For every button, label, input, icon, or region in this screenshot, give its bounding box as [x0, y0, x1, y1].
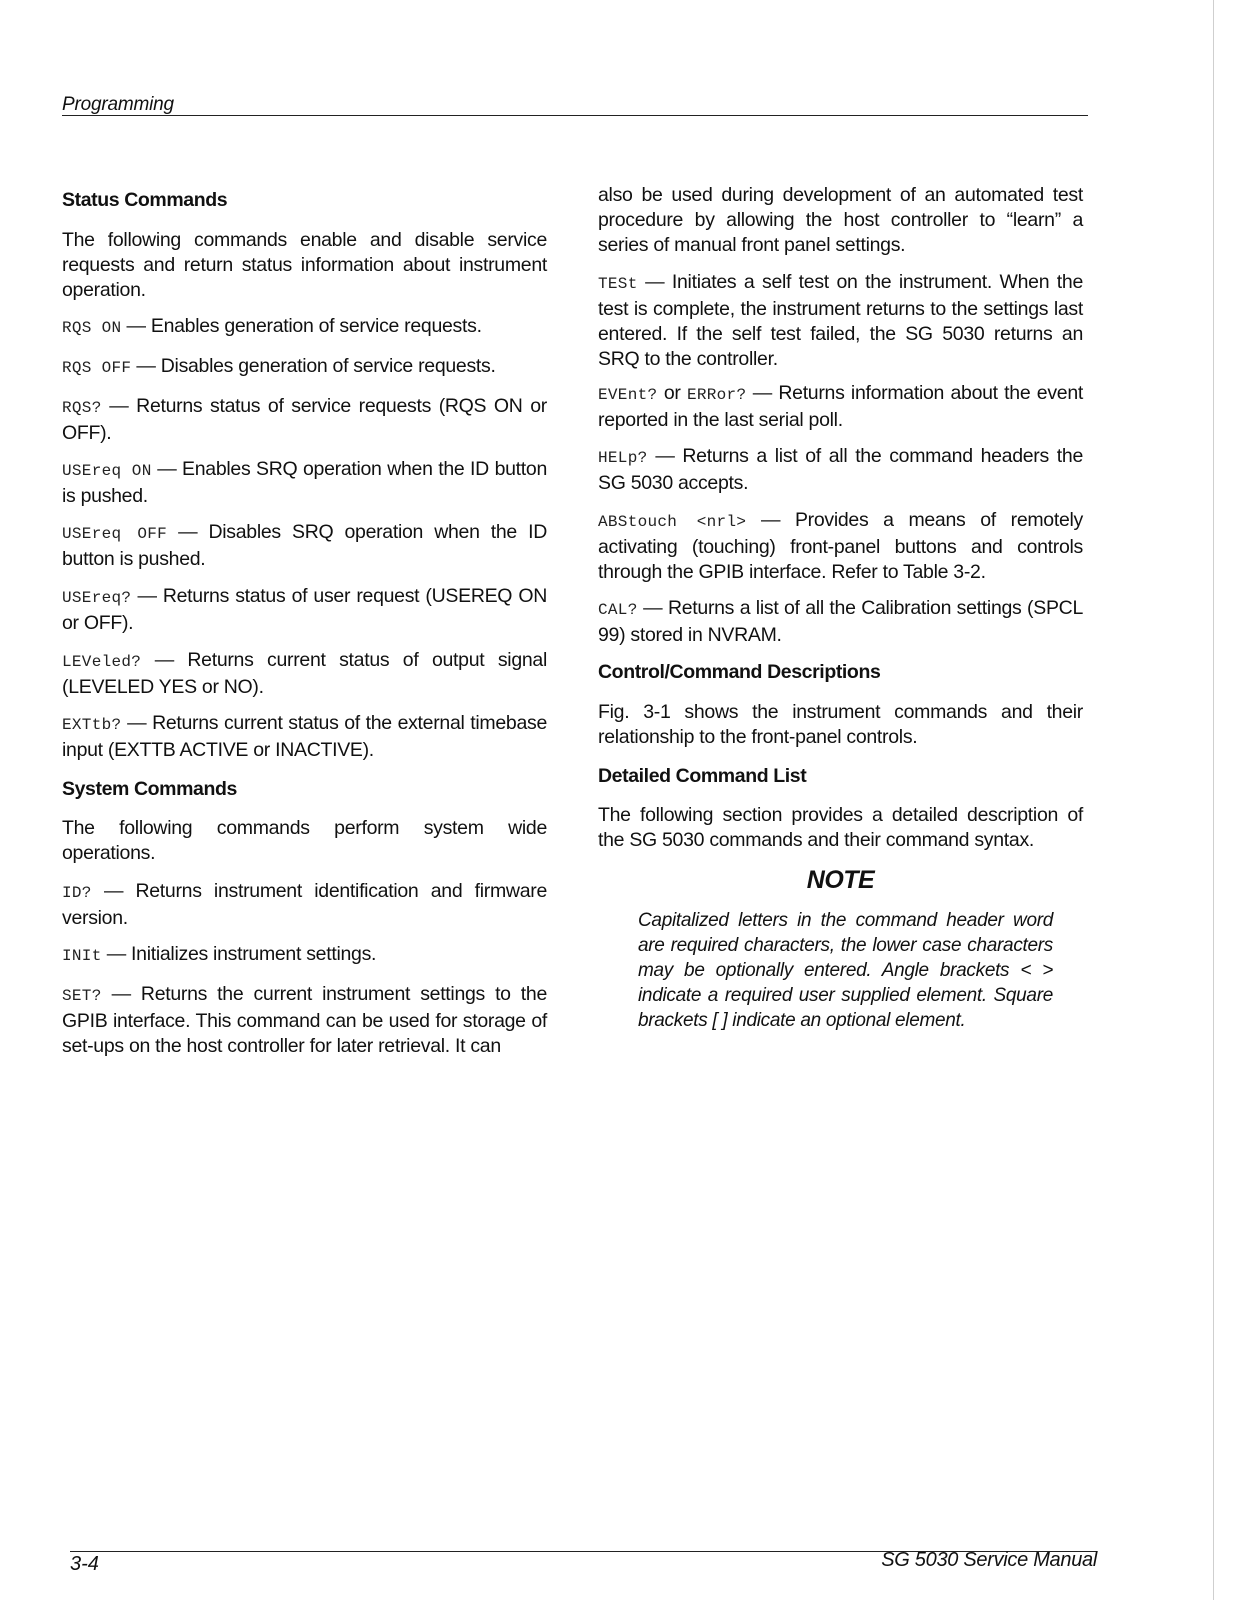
command-description: — Returns current status of output signal (LEVELED YES or NO). — [62, 649, 547, 698]
command-entry-help-query — [598, 444, 1083, 496]
command-entry-event-error — [598, 381, 1083, 433]
command-name: LEVeled? — [62, 653, 142, 671]
command-description: — Returns a list of all the command headers the SG 5030 accepts. — [598, 445, 1083, 494]
command-description: — Enables SRQ operation when the ID button is pushed. — [62, 458, 547, 507]
note-title: NOTE — [806, 866, 875, 894]
status-commands-heading: Status Commands — [62, 189, 228, 211]
command-name: CAL? — [598, 601, 638, 619]
command-entry-exttb-query — [62, 711, 547, 763]
command-description: — Returns the current instrument settings to the GPIB interface. This command can be used for storage of set-ups on the host controller for later retrieval. It can — [62, 983, 547, 1057]
command-description: — Disables generation of service requests. — [131, 355, 496, 377]
detailed-list-paragraph: The following section provides a detailed description of the SG 5030 commands and their command syntax. — [598, 804, 1083, 851]
system-commands-heading: System Commands — [62, 778, 237, 800]
command-entry-usereq-on — [62, 457, 547, 509]
command-name: HELp? — [598, 449, 648, 467]
command-name: RQS OFF — [62, 359, 132, 377]
command-entry-cal-query — [598, 596, 1083, 648]
command-name: TESt — [598, 275, 638, 293]
command-name: RQS? — [62, 399, 102, 417]
command-name: EVEnt? — [598, 386, 658, 404]
command-entry-test — [598, 270, 1083, 372]
command-entry-init — [62, 942, 547, 969]
control-descriptions-paragraph: Fig. 3-1 shows the instrument commands and their relationship to the front-panel controls. — [598, 701, 1083, 748]
page-number: 3-4 — [70, 1553, 99, 1575]
command-description: — Returns a list of all the Calibration settings (SPCL 99) stored in NVRAM. — [598, 597, 1083, 646]
detailed-list-heading: Detailed Command List — [598, 765, 807, 787]
header-rule — [62, 115, 1088, 116]
note-body: Capitalized letters in the command header word are required characters, the lower case characters may be optionally entered. Angle brackets < > indicate a required user supplied element. Square brackets [ ] indicate an optional element. — [638, 910, 1053, 1031]
command-name: USEreq ON — [62, 462, 152, 480]
command-name: USEreq OFF — [62, 525, 168, 543]
command-entry-set-query — [62, 982, 547, 1059]
command-name: SET? — [62, 987, 102, 1005]
command-name: USEreq? — [62, 589, 132, 607]
command-description: — Initiates a self test on the instrument. When the test is complete, the instrument returns to the settings last entered. If the self test failed, the SG 5030 returns an SRQ to the controller. — [598, 271, 1083, 370]
command-name: EXTtb? — [62, 716, 122, 734]
command-description: — Enables generation of service requests. — [121, 315, 482, 337]
command-entry-rqs-off — [62, 354, 547, 381]
running-header: Programming — [62, 94, 174, 115]
command-entry-rqs-on — [62, 314, 547, 341]
command-description: — Returns status of service requests (RQS ON or OFF). — [62, 395, 547, 444]
command-name-alt: ERRor? — [686, 386, 747, 404]
command-description: — Returns information about the event reported in the last serial poll. — [598, 382, 1083, 431]
system-intro-paragraph: The following commands perform system wide operations. — [62, 817, 547, 864]
command-description: — Initializes instrument settings. — [101, 943, 377, 965]
command-entry-rqs-query — [62, 394, 547, 446]
continuation-paragraph: also be used during development of an automated test procedure by allowing the host controller to “learn” a series of manual front panel settings. — [598, 184, 1083, 256]
command-name: RQS ON — [62, 319, 122, 337]
command-entry-usereq-off — [62, 520, 547, 572]
command-connector: or — [657, 382, 687, 404]
command-entry-usereq-query — [62, 584, 547, 636]
command-entry-id-query — [62, 879, 547, 931]
manual-title: SG 5030 Service Manual — [881, 1549, 1097, 1571]
command-entry-leveled-query — [62, 648, 547, 700]
command-name: ID? — [62, 884, 92, 902]
status-intro-paragraph: The following commands enable and disable service requests and return status information about instrument operation. — [62, 229, 547, 301]
command-description: — Returns instrument identification and firmware version. — [62, 880, 547, 929]
command-name: ABStouch <nrl> — [598, 513, 747, 531]
command-description: — Provides a means of remotely activating (touching) front-panel buttons and controls through the GPIB interface. Refer to Table 3-2. — [598, 509, 1083, 583]
scan-edge-line — [1213, 0, 1214, 1600]
command-entry-abstouch — [598, 508, 1083, 585]
control-descriptions-heading: Control/Command Descriptions — [598, 661, 881, 683]
command-name: INIt — [62, 947, 102, 965]
command-description: — Disables SRQ operation when the ID button is pushed. — [62, 521, 548, 570]
command-description: — Returns current status of the external timebase input (EXTTB ACTIVE or INACTIVE). — [62, 712, 547, 761]
command-description: — Returns status of user request (USEREQ ON or OFF). — [62, 585, 547, 634]
